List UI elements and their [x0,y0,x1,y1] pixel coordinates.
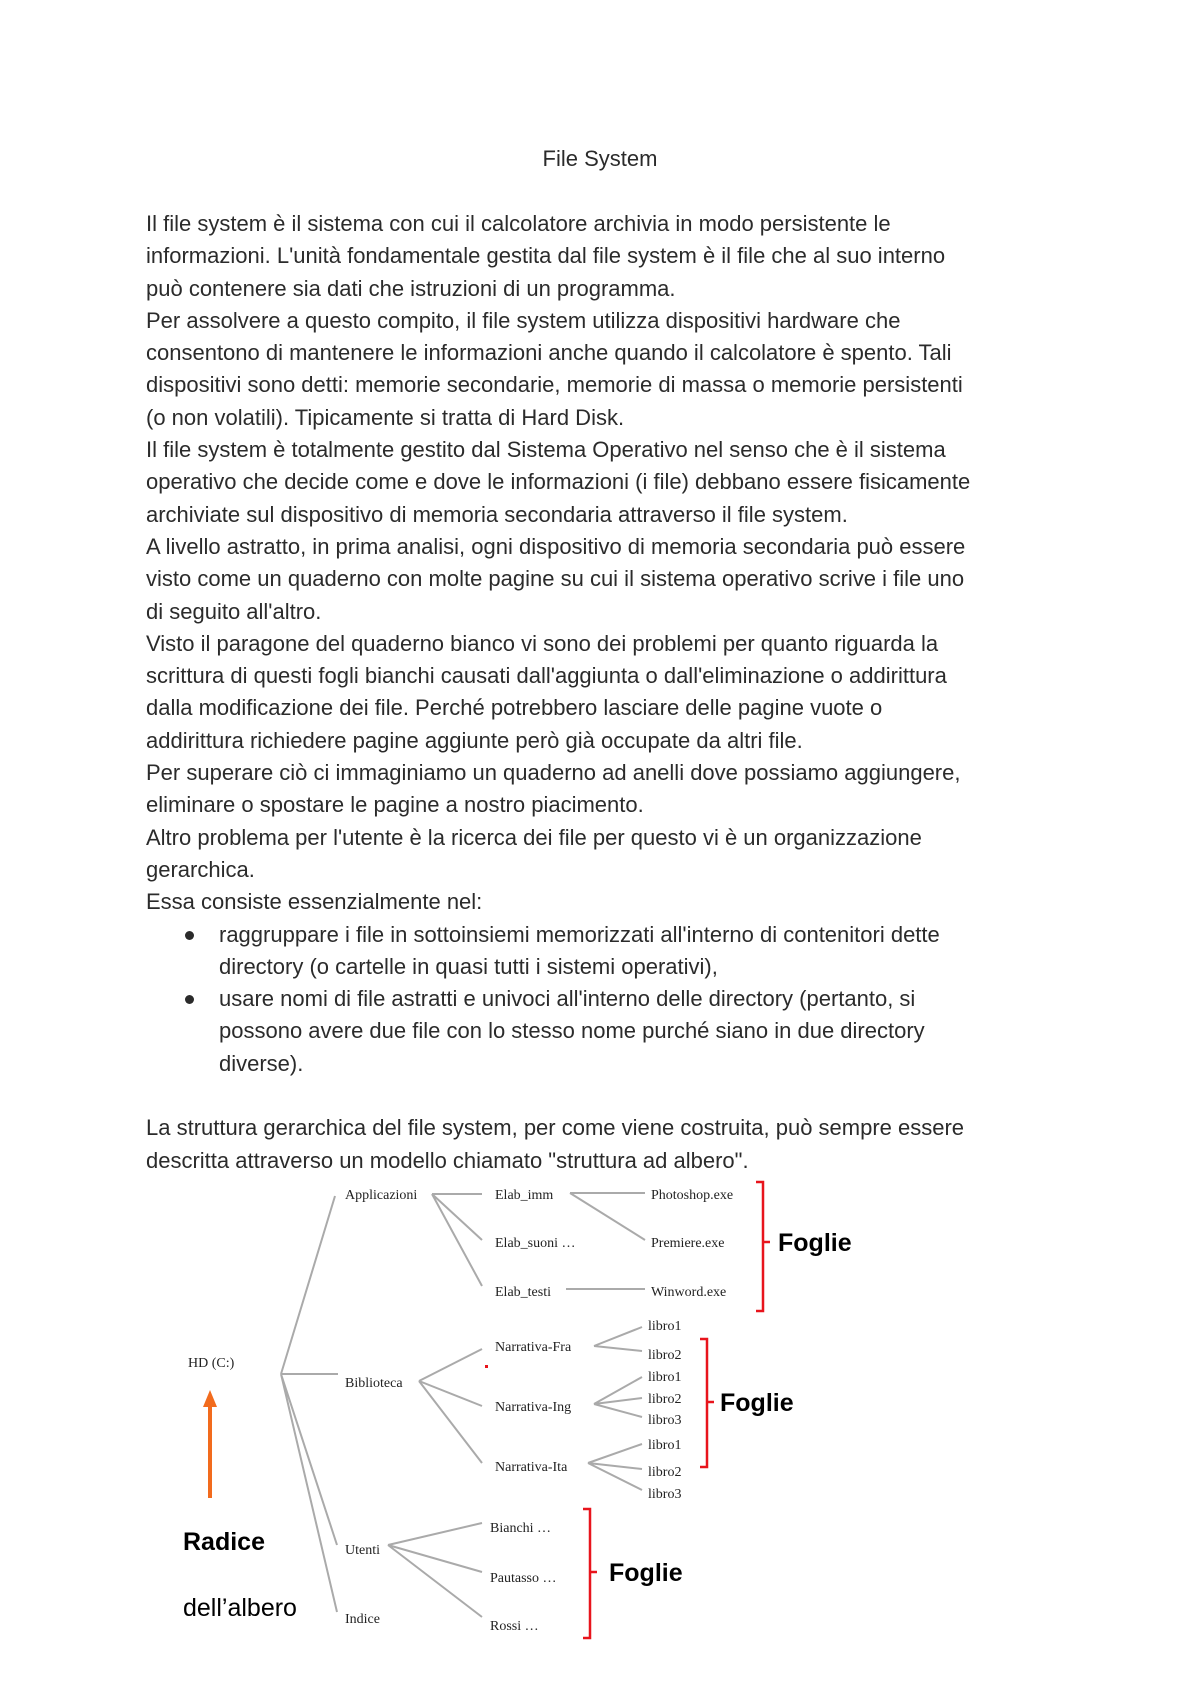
text-line: addirittura richiedere pagine aggiunte però già occupate da altri file. [146,727,803,753]
text-line: directory (o cartelle in quasi tutti i sistemi operativi), [219,953,718,979]
svg-text:libro2: libro2 [648,1465,682,1480]
leaves-label-1: Foglie [778,1229,852,1257]
text-line: gerarchica. [146,856,255,882]
svg-text:libro3: libro3 [648,1487,682,1502]
svg-text:Narrativa-Fra: Narrativa-Fra [495,1340,572,1355]
leaves-label-3: Foglie [609,1559,683,1587]
svg-text:Elab_suoni …: Elab_suoni … [495,1236,576,1251]
text-line: La struttura gerarchica del file system, per come viene costruita, può sempre essere [146,1115,965,1141]
svg-text:libro2: libro2 [648,1348,682,1363]
applicazioni-children [495,1188,733,1300]
text-line: archiviate sul dispositivo di memoria secondaria attraverso il file system. [146,501,848,527]
root-node [188,1356,235,1371]
text-line: descritta attraverso un modello chiamato "struttura ad albero". [146,1147,749,1173]
text-line: possono avere due file con lo stesso nome purché siano in due directory [219,1018,925,1044]
root-caption-2: dell’albero [183,1594,297,1622]
svg-text:Rossi …: Rossi … [490,1619,539,1634]
svg-text:Winword.exe: Winword.exe [651,1285,727,1300]
node-biblioteca: Biblioteca [345,1376,403,1391]
text-line: consentono di mantenere le informazioni anche quando il calcolatore è spento. Tali [146,340,952,366]
svg-text:Elab_testi: Elab_testi [495,1285,551,1300]
text-line: Il file system è il sistema con cui il calcolatore archivia in modo persistente le [146,211,891,236]
svg-text:HD (C:): HD (C:) [188,1356,235,1371]
text-line: Essa consiste essenzialmente nel: [146,889,483,915]
text-line: Altro problema per l'utente è la ricerca dei file per questo vi è un organizzazione [146,824,922,850]
text-line: scrittura di questi fogli bianchi causati dall'aggiunta o dall'eliminazione o addirittura [146,663,947,689]
text-line: operativo che decide come e dove le informazioni (i file) debbano essere fisicamente [146,469,971,495]
page-title: File System [542,146,658,171]
root-caption: Radice [183,1528,265,1556]
level1-nodes [345,1188,417,1627]
text-line: eliminare o spostare le pagine a nostro piacimento. [146,792,644,818]
svg-text:libro3: libro3 [648,1413,682,1428]
text-line: può contenere sia dati che istruzioni di un programma. [146,275,676,301]
node-applicazioni: Applicazioni [345,1188,418,1203]
svg-text:libro1: libro1 [648,1319,682,1334]
svg-text:libro1: libro1 [648,1370,682,1385]
text-line: (o non volatili). Tipicamente si tratta di Hard Disk. [146,404,625,430]
svg-text:Pautasso …: Pautasso … [490,1571,557,1586]
text-line: raggruppare i file in sottoinsiemi memorizzati all'interno di contenitori dette [219,921,940,947]
text-line: usare nomi di file astratti e univoci all'interno delle directory (pertanto, si [219,986,916,1012]
svg-text:Bianchi …: Bianchi … [490,1521,552,1536]
root-arrow-icon [203,1390,217,1498]
utenti-children [490,1521,557,1634]
text-line: Il file system è totalmente gestito dal Sistema Operativo nel senso che è il sistema [146,437,946,463]
svg-text:Elab_imm: Elab_imm [495,1188,554,1203]
node-indice: Indice [345,1612,380,1627]
svg-text:Narrativa-Ing: Narrativa-Ing [495,1400,572,1415]
red-dot [485,1365,488,1368]
biblioteca-children [495,1319,681,1502]
svg-text:libro2: libro2 [648,1392,682,1407]
text-line: diverse). [219,1050,304,1076]
leaves-label-2: Foglie [720,1389,794,1417]
text-line: Per assolvere a questo compito, il file system utilizza dispositivi hardware che [146,307,901,333]
text-line: Per superare ciò ci immaginiamo un quaderno ad anelli dove possiamo aggiungere, [146,760,961,786]
text-line: A livello astratto, in prima analisi, ogni dispositivo di memoria secondaria può essere [146,533,966,559]
text-line: informazioni. L'unità fondamentale gestita dal file system è il file che al suo interno [146,243,946,269]
text-line: Visto il paragone del quaderno bianco vi sono dei problemi per quanto riguarda la [146,630,939,656]
text-line: dispositivi sono detti: memorie secondarie, memorie di massa o memorie persistenti [146,372,963,398]
svg-text:Photoshop.exe: Photoshop.exe [651,1188,734,1203]
node-utenti: Utenti [345,1543,380,1558]
text-line: di seguito all'altro. [146,598,322,624]
svg-text:Narrativa-Ita: Narrativa-Ita [495,1460,568,1475]
text-line: visto come un quaderno con molte pagine su cui il sistema operativo scrive i file uno [146,566,965,592]
svg-text:Premiere.exe: Premiere.exe [651,1236,725,1251]
svg-text:libro1: libro1 [648,1438,682,1453]
text-line: dalla modificazione dei file. Perché potrebbero lasciare delle pagine vuote o [146,695,883,721]
